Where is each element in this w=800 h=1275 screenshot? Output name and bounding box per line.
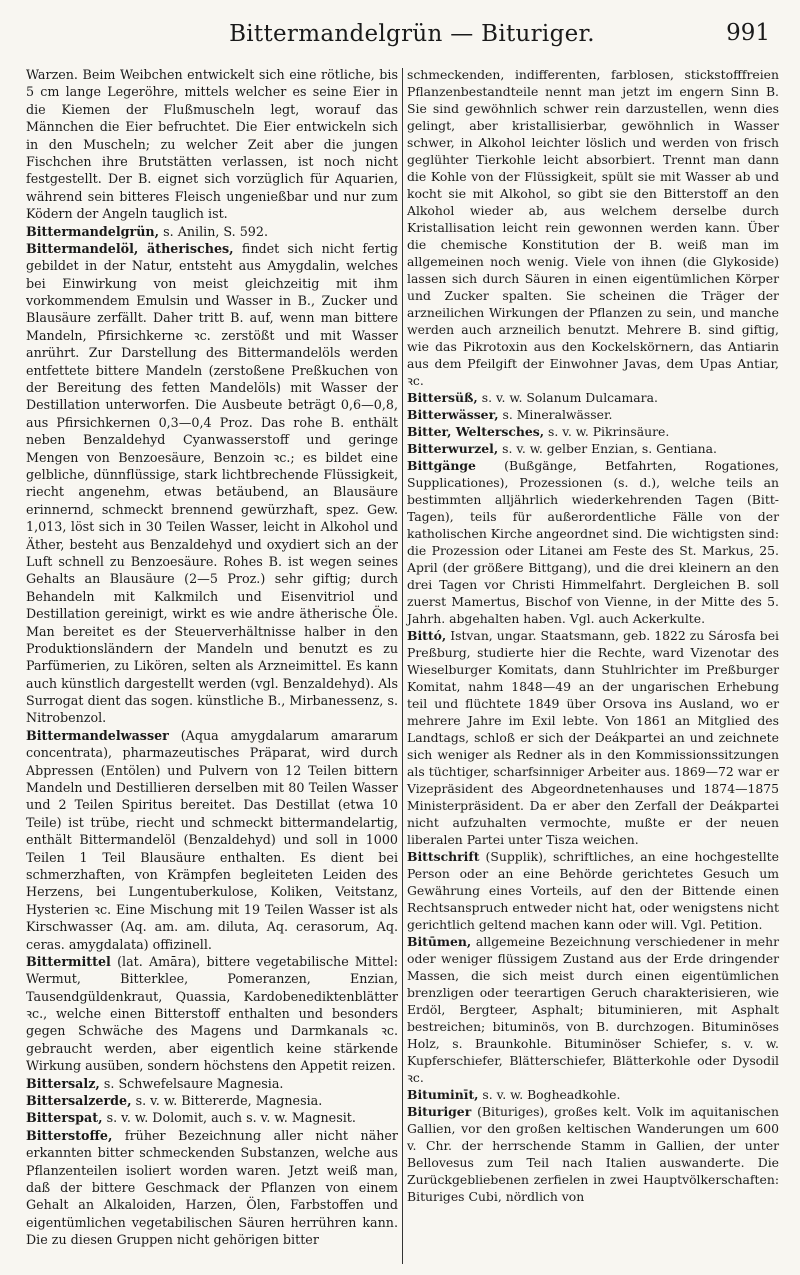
entry-continuation-warzen	[26, 66, 398, 223]
entry-text: findet sich nicht fertig gebildet in der Natur, entsteht aus Amygdalin, welches bei Einwirkung von meist gleichzeitig mit ihm vorkommendem Emulsin und Wasser in B., Zucker und Blausäure zerfällt. Daher tritt B. auf, wenn man bittere Mandeln, Pfirsichkerne ꝛc. zerstößt und mit Wasser anrührt. Zur Darstellung des Bittermandelöls werden entfettete bittere Mandeln (zerstoßene Preßkuchen von der Bereitung des fetten Mandelöls) mit Wasser der Destillation unterworfen. Die Ausbeute beträgt 0,6—0,8, aus Pfirsichkernen 0,3—0,4 Proz. Das rohe B. enthält neben Benzaldehyd Cyanwasserstoff und geringe Mengen von Benzoesäure, Benzoin ꝛc.; es bildet eine gelbliche, dünnflüssige, stark lichtbrechende Flüssigkeit, riecht angenehm, etwas betäubend, an Blausäure erinnernd, schmeckt brennend gewürzhaft, spez. Gew. 1,013, löst sich in 30 Teilen Wasser, leicht in Alkohol und Äther, besteht aus Benzaldehyd und oxydiert sich an der Luft schnell zu Benzoesäure. Rohes B. ist wegen seines Gehalts an Blausäure (2—5 Proz.) sehr giftig; durch Behandeln mit Kalkmilch und Eisenvitriol und Destillation gereinigt, wirkt es wie andre ätherische Öle. Man bereitet es der Steuerverhältnisse halber in den Produktionsländern der Mandeln und benutzt es zu Parfümerien, zu Likören, selten als Arzneimittel. Es kann auch künstlich dargestellt werden (vgl. Benzaldehyd). Als Surrogat dient das sogen. künstliche B., Mirbanessenz, s. Nitrobenzol.	[26, 240, 398, 726]
entry-head: Bittersalzerde,	[26, 1093, 132, 1109]
right-column	[407, 66, 779, 1205]
entry-text: (Bußgänge, Betfahrten, Rogationes, Supplicationes), Prozessionen (s. d.), welche teils an bestimmten alljährlich wiederkehrenden Tagen (Bitt-Tagen), teils für außerordentliche Fälle von der katholischen Kirche angeordnet sind. Die wichtigsten sind: die Prozession oder Litanei am Feste des St. Markus, 25. April (der größere Bittgang), und die drei kleinern an den drei Tagen vor Christi Himmelfahrt. Dergleichen B. soll zuerst Mamertus, Bischof von Vienne, in der Mitte des 5. Jahrh. abgehalten haben. Vgl. auch Ackerkulte.	[407, 458, 779, 626]
entry-text: s. v. w. gelber Enzian, s. Gentiana.	[498, 441, 717, 456]
entry-head: Bittersüß,	[407, 390, 478, 405]
entry-head: Bituminīt,	[407, 1087, 479, 1102]
entry-head: Bitterstoffe,	[26, 1127, 113, 1143]
entry-head: Bitterwässer,	[407, 407, 499, 422]
entry-head: Bituriger	[407, 1104, 472, 1119]
entry-bitterstoffe	[26, 1127, 398, 1249]
column-divider	[402, 68, 403, 1264]
entry-bitto	[407, 627, 779, 848]
entry-head: Bittermandelwasser	[26, 727, 169, 743]
entry-bittermandelwasser	[26, 727, 398, 953]
entry-head: Bittermandelgrün,	[26, 223, 160, 239]
entry-text: s. v. w. Bogheadkohle.	[478, 1087, 621, 1102]
entry-bittermandeloel	[26, 240, 398, 727]
text-columns	[26, 66, 778, 1267]
running-header	[54, 14, 770, 54]
entry-head: Bittschrift	[407, 849, 480, 864]
entry-text: (Bituriges), großes kelt. Volk im aquitanischen Gallien, vor den großen keltischen Wanderungen um 600 v. Chr. der herrschende Stamm in Gallien, der unter Bellovesus zum Teil nach Italien auswanderte. Die Zurückgebliebenen zerfielen in zwei Hauptvölkerschaften: Bituriges Cubi, nördlich von	[407, 1104, 779, 1204]
entry-bittgaenge	[407, 457, 779, 627]
entry-text: Warzen. Beim Weibchen entwickelt sich eine rötliche, bis 5 cm lange Legeröhre, mittels welcher es seine Eier in die Kiemen der Flußmuscheln legt, worauf das Männchen die Eier befruchtet. Die Eier entwickeln sich in den Muscheln; zu welcher Zeit aber die jungen Fischchen ihre Brutstätten verlassen, ist noch nicht festgestellt. Der B. eignet sich vorzüglich für Aquarien, während sein bitteres Fleisch ungenießbar und nur zum Ködern der Angeln tauglich ist.	[26, 67, 398, 222]
entry-head: Bitterspat,	[26, 1110, 103, 1126]
entry-head: Bittersalz,	[26, 1075, 100, 1091]
left-column	[26, 66, 398, 1249]
page-number: 991	[726, 20, 770, 46]
entry-bituriger	[407, 1103, 779, 1205]
entry-bitterwaesser	[407, 406, 779, 423]
entry-bittermittel	[26, 953, 398, 1075]
entry-text: schmeckenden, indifferenten, farblosen, stickstofffreien Pflanzenbestandteile nennt man jetzt im engern Sinn B. Sie sind gewöhnlich schwer rein darzustellen, wenn dies gelingt, aber kristallisierbar, gewöhnlich in Wasser schwer, in Alkohol leichter löslich und werden von frisch geglühter Tierkohle leicht absorbiert. Trennt man dann die Kohle von der Flüssigkeit, spült sie mit Wasser ab und kocht sie mit Alkohol, so gibt sie den Bitterstoff an den Alkohol wieder ab, aus welchem derselbe durch Kristallisation leicht rein gewonnen werden kann. Über die chemische Konstitution der B. weiß man im allgemeinen noch wenig. Viele von ihnen (die Glykoside) lassen sich durch Säuren in einen eigentümlichen Körper und Zucker spalten. Sie scheinen die Träger der arzneilichen Wirkungen der Pflanzen zu sein, und manche werden auch arzneilich benutzt. Mehrere B. sind giftig, wie das Pikrotoxin aus den Kockelskörnern, das Antiarin aus dem Pfeilgift der Einwohner Javas, dem Upas Antiar, ꝛc.	[407, 67, 779, 388]
entry-text: s. v. w. Pikrinsäure.	[544, 424, 670, 439]
entry-bittersuess	[407, 389, 779, 406]
entry-text: (Supplik), schriftliches, an eine hochgestellte Person oder an eine Behörde gerichtetes Gesuch um Gewährung eines Vorteils, auf den der Bittende einen Rechtsanspruch entweder nicht hat, oder wenigstens nicht gerichtlich geltend machen kann oder will. Vgl. Petition.	[407, 849, 779, 932]
entry-text: (lat. Amāra), bittere vegetabilische Mittel: Wermut, Bitterklee, Pomeranzen, Enzian, Tausendgüldenkraut, Quassia, Kardobenediktenblätter ꝛc., welche einen Bitterstoff enthalten und besonders gegen Schwäche des Magens und Darmkanals ꝛc. gebraucht werden, aber eigentlich keine stärkende Wirkung ausüben, sondern höchstens den Appetit reizen.	[26, 953, 398, 1074]
entry-text: allgemeine Bezeichnung verschiedener in mehr oder weniger flüssigem Zustand aus der Erde dringender Massen, die sich meist durch einen eigentümlichen brenzligen oder teerartigen Geruch charakterisieren, wie Erdöl, Bergteer, Asphalt; bituminieren, mit Asphalt bestreichen; bituminös, von B. durchzogen. Bituminöses Holz, s. Braunkohle. Bituminöser Schiefer, s. v. w. Kupferschiefer, Blätterschiefer, Blätterkohle oder Dysodil ꝛc.	[407, 934, 779, 1085]
entry-text: s. v. w. Bittererde, Magnesia.	[131, 1093, 323, 1109]
header-title: Bittermandelgrün — Bituriger.	[229, 21, 595, 47]
entry-bitterwurzel	[407, 440, 779, 457]
entry-text: Istvan, ungar. Staatsmann, geb. 1822 zu Sárosfa bei Preßburg, studierte hier die Rechte, ward Vizenotar des Wieselburger Komitats, dann Stuhlrichter im Preßburger Komitat, nahm 1848—49 an der ungarischen Erhebung teil und flüchtete 1849 über Orsova ins Ausland, wo er mehrere Jahre im Exil lebte. Von 1861 an Mitglied des Landtags, schloß er sich der Deákpartei an und zeichnete sich weniger als Redner als in den Kommissionssitzungen als tüchtiger, scharfsinniger Arbeiter aus. 1869—72 war er Vizepräsident des Abgeordnetenhauses und 1874—1875 Ministerpräsident. Da er aber den Zerfall der Deákpartei nicht aufzuhalten vermochte, mußte er der neuen liberalen Partei unter Tisza weichen.	[407, 628, 779, 847]
entry-bittersalzerde	[26, 1092, 398, 1109]
entry-text: (Aqua amygdalarum amararum concentrata), pharmazeutisches Präparat, wird durch Abpressen (Entölen) und Pulvern von 12 Teilen bittern Mandeln und Destillieren derselben mit 80 Teilen Wasser und 2 Teilen Spiritus bereitet. Das Destillat (etwa 10 Teile) ist trübe, riecht und schmeckt bittermandelartig, enthält Bittermandelöl (Benzaldehyd) und soll in 1000 Teilen 1 Teil Blausäure enthalten. Es dient bei schmerzhaften, von Krämpfen begleiteten Leiden des Herzens, bei Lungentuberkulose, Koliken, Veitstanz, Hysterien ꝛc. Eine Mischung mit 19 Teilen Wasser ist als Kirschwasser (Aq. am. am. diluta, Aq. cerasorum, Aq. ceras. amygdalata) offizinell.	[26, 727, 398, 952]
entry-bituminit	[407, 1086, 779, 1103]
entry-text: s. Mineralwässer.	[498, 407, 613, 422]
entry-head: Bittó,	[407, 628, 447, 643]
entry-text: früher Bezeichnung aller nicht näher erkannten bitter schmeckenden Substanzen, welche aus Pflanzenteilen isoliert worden waren. Jetzt weiß man, daß der bittere Geschmack der Pflanzen von einem Gehalt an Alkaloiden, Harzen, Ölen, Farbstoffen und eigentümlichen vegetabilischen Säuren herrühren kann. Die zu diesen Gruppen nicht gehörigen bitter	[26, 1127, 398, 1248]
entry-head: Bittermittel	[26, 953, 111, 969]
entry-bitter-weltersches	[407, 423, 779, 440]
entry-text: s. v. w. Solanum Dulcamara.	[477, 390, 658, 405]
entry-head: Bitter, Weltersches,	[407, 424, 545, 439]
entry-head: Bitterwurzel,	[407, 441, 499, 456]
entry-text: s. Schwefelsaure Magnesia.	[99, 1075, 284, 1091]
entry-bitterspat	[26, 1109, 398, 1126]
entry-text: s. v. w. Dolomit, auch s. v. w. Magnesit.	[102, 1110, 356, 1126]
entry-bittermandelgruen	[26, 223, 398, 240]
entry-bittersalz	[26, 1075, 398, 1092]
entry-head: Bittgänge	[407, 458, 476, 473]
entry-head: Bittermandelöl, ätherisches,	[26, 240, 234, 256]
entry-head: Bitūmen,	[407, 934, 472, 949]
entry-bittschrift	[407, 848, 779, 933]
entry-bitumen	[407, 933, 779, 1086]
entry-text: s. Anilin, S. 592.	[159, 223, 268, 239]
entry-continuation-bitterstoffe	[407, 66, 779, 389]
